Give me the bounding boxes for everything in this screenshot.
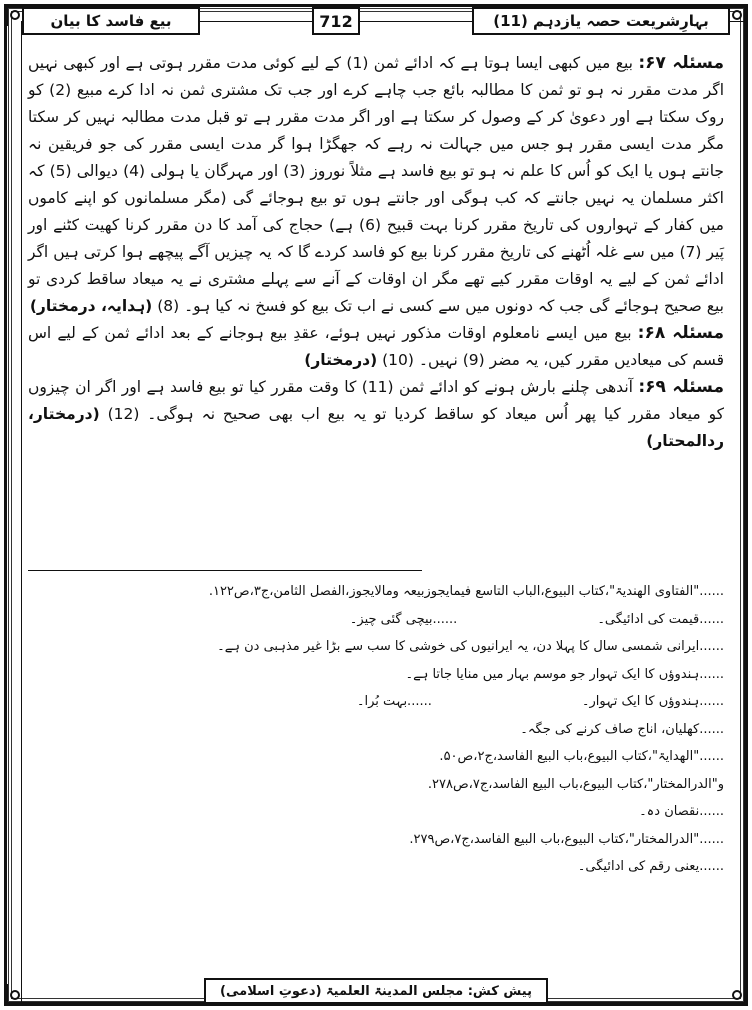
footnote-5: ......ہندوؤں کا ایک تہوار جو موسم بہار میں منایا جاتا ہے۔ bbox=[405, 666, 724, 682]
masala-label: مسئلہ ۶۷: bbox=[638, 53, 724, 73]
masala-69 bbox=[28, 374, 724, 455]
footnote-3: ......بیچی گئی چیز۔ bbox=[349, 611, 458, 627]
footnote-1: ......"الفتاوی الھندیۃ"،کتاب البیوع،الباب التاسع فیمایجوزبیعہ ومالایجوز،الفصل الثامن،ج۳،ص۱۲۲. bbox=[208, 584, 724, 599]
masala-67 bbox=[28, 50, 724, 320]
footnote-8: ......کھلیان، اناج صاف کرنے کی جگہ۔ bbox=[520, 721, 724, 737]
main-text bbox=[28, 50, 724, 455]
footnote-divider bbox=[28, 570, 422, 571]
footnote-4: ......ایرانی شمسی سال کا پہلا دن، یہ ایرانیوں کی خوشی کا سب سے بڑا غیر مذہبی دن ہے۔ bbox=[217, 639, 724, 654]
source-reference: (درمختار) bbox=[304, 351, 378, 369]
page-number: 712 bbox=[312, 7, 360, 35]
masala-text: بیع میں کبھی ایسا ہوتا ہے کہ ادائے ثمن (1) کے لیے کوئی مدت مقرر ہوتی ہے اور کبھی نہیں اگر مدت مقرر نہ ہو تو ثمن کا مطالبہ بائع جب چاہے کرے اور جب تک مشتری ثمن نہ ادا کرے مبیع (2) کو روک سکتا ہے اور دعویٰ کر کے وصول کر سکتا ہے اور اگر مدت مقرر ہے تو قبل مدت مطالبہ نہیں کر سکتا مگر مدت ایسی مقرر ہو جس میں جہالت نہ رہے کہ جھگڑا ہوا گر مدت ایسی مقرر کی جو فریقین نہ جانتے ہوں یا ایک کو اُس کا علم نہ ہو تو بیع فاسد ہے مثلاً نوروز (3) اور مہرگان یا ہولی (4) دیوالی (5) کہ اکثر مسلمان یہ نہیں جانتے کہ کب ہوگی اور جانتے ہوں تو بیع ہوجائے گی (مگر مسلمانوں کو اپنے کاموں میں کفار کے تہواروں کی تاریخ مقرر کرنا بہت قبیح (6) ہے) حجاج کی آمد کا دن مقرر کرنا کھیت کٹنے اور پَیر (7) میں سے غلہ اُٹھنے کی تاریخ مقرر کرنا بیع کو فاسد کردے گا کہ یہ چیزیں آگے پیچھے ہوا کرتی ہیں اگر ادائے ثمن کے لیے یہ اوقات مقرر کیے تھے مگر ان اوقات کے آنے سے پہلے مشتری نے یہ میعاد ساقط کردی تو بیع صحیح ہوجائے گی جب کہ دونوں میں سے کسی نے اب تک بیع کو فسخ نہ کیا ہو۔ (8) bbox=[28, 54, 724, 315]
footnote-7: ......بہت بُرا۔ bbox=[356, 694, 432, 709]
page-header bbox=[22, 6, 730, 36]
masala-text: بیع میں ایسے نامعلوم اوقات مذکور نہیں ہوئے، عقدِ بیع ہوجانے کے بعد ادائے ثمن کے لیے اس قسم کی میعادیں مقرر کیں، یہ مضر (9) نہیں۔ (10) bbox=[28, 324, 724, 369]
masala-label: مسئلہ ۶۹: bbox=[638, 377, 724, 397]
publisher-label: پیش کش: مجلس المدینۃ العلمیۃ (دعوتِ اسلامی) bbox=[204, 978, 548, 1004]
footnote-13: ......یعنی رقم کی ادائیگی۔ bbox=[577, 859, 724, 874]
footnote-6: ......ہندوؤں کا ایک تہوار۔ bbox=[581, 694, 724, 709]
book-title: بہارِشریعت حصہ یازدہم (11) bbox=[472, 7, 730, 35]
masala-label: مسئلہ ۶۸: bbox=[637, 323, 724, 343]
footnote-10: و"الدرالمختار"،کتاب البیوع،باب البیع الفاسد،ج۷،ص۲۷۸. bbox=[427, 776, 724, 792]
source-reference: (ہدایہ، درمختار) bbox=[29, 297, 153, 315]
footnotes bbox=[28, 578, 724, 881]
page-footer bbox=[0, 978, 752, 1004]
chapter-title: بیع فاسد کا بیان bbox=[22, 7, 200, 35]
footnote-11: ......نقصان دہ۔ bbox=[639, 804, 724, 819]
masala-68 bbox=[28, 320, 724, 374]
footnote-12: ......"الدرالمختار"،کتاب البیوع،باب البیع الفاسد،ج۷،ص۲۷۹. bbox=[409, 831, 724, 847]
footnote-2: ......قیمت کی ادائیگی۔ bbox=[597, 611, 724, 627]
footnote-2-3 bbox=[28, 606, 724, 634]
footnote-9: ......"الھدایۃ"،کتاب البیوع،باب البیع الفاسد،ج۲،ص۵۰. bbox=[439, 749, 724, 764]
footnote-6-7 bbox=[28, 688, 724, 716]
source-reference: (درمختار، ردالمحتار) bbox=[28, 405, 724, 450]
masala-text: آندھی چلنے بارش ہونے کو ادائے ثمن (11) کا وقت مقرر کیا تو بیع فاسد ہے اور اگر ان چیزوں کو میعاد مقرر کیا پھر اُس میعاد کو ساقط کردیا تو یہ بیع اب بھی صحیح نہ ہوگی۔ (12) bbox=[28, 378, 724, 423]
